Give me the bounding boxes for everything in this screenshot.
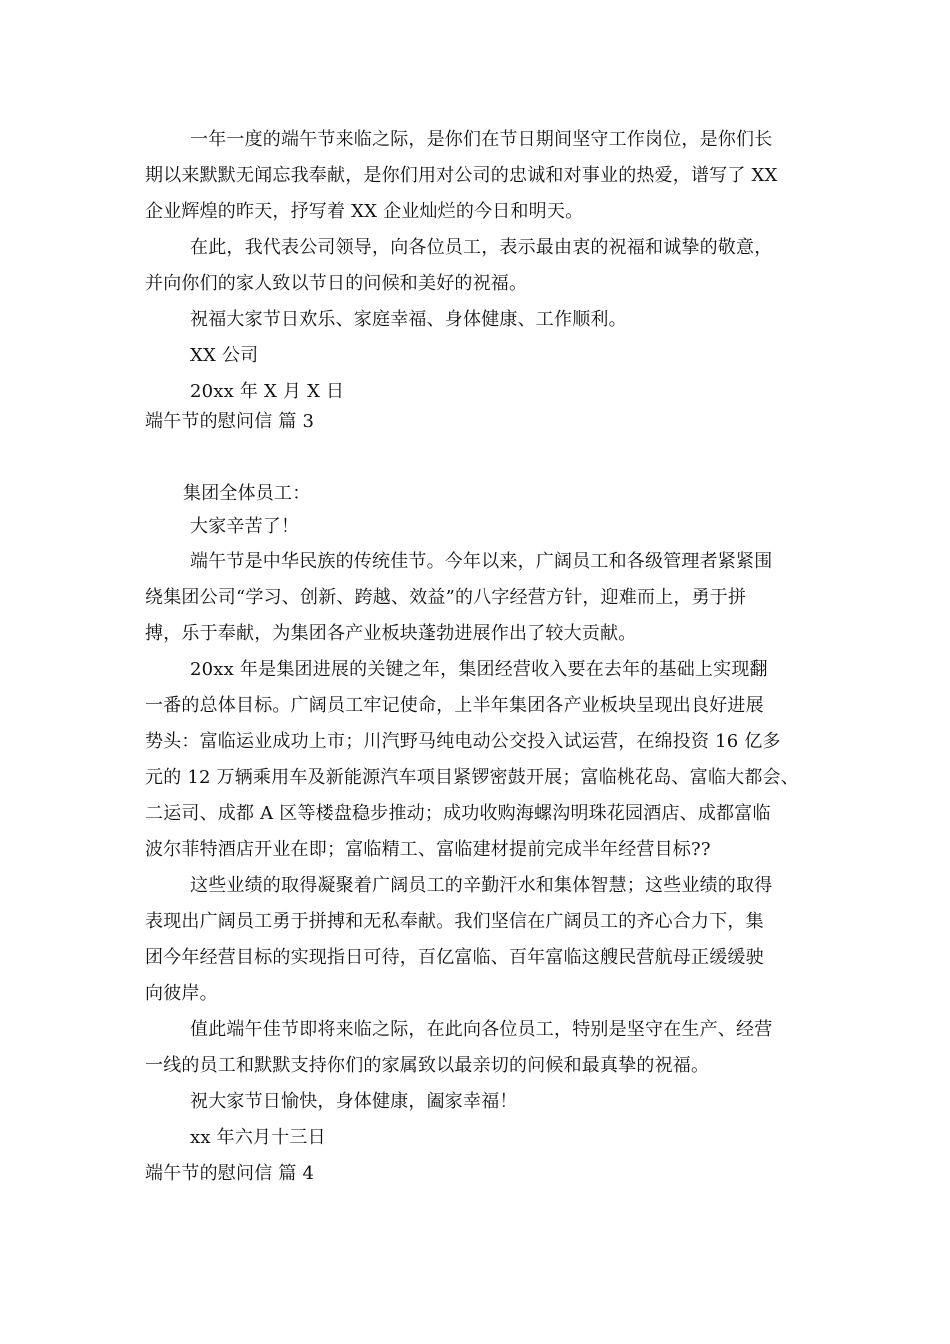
paragraph-line: 期以来默默无闻忘我奉献，是你们用对公司的忠诚和对事业的热爱，谱写了 XX xyxy=(145,165,778,186)
date-line: xx 年六月十三日 xyxy=(190,1127,326,1148)
paragraph-line: 势头：富临运业成功上市；川汽野马纯电动公交投入试运营，在绵投资 16 亿多 xyxy=(145,731,781,752)
paragraph-line: 二运司、成都 A 区等楼盘稳步推动；成功收购海螺沟明珠花园酒店、成都富临 xyxy=(145,803,771,824)
paragraph-line: 祝大家节日愉快，身体健康，阖家幸福！ xyxy=(190,1091,518,1112)
signature: XX 公司 xyxy=(190,345,259,366)
paragraph-line: 一番的总体目标。广阔员工牢记使命，上半年集团各产业板块呈现出良好进展 xyxy=(145,695,764,716)
paragraph-line: 元的 12 万辆乘用车及新能源汽车项目紧锣密鼓开展；富临桃花岛、富临大都会、 xyxy=(145,767,799,788)
paragraph-line: 20xx 年是集团进展的关键之年，集团经营收入要在去年的基础上实现翻 xyxy=(190,659,768,680)
paragraph-line: 端午节是中华民族的传统佳节。今年以来，广阔员工和各级管理者紧紧围 xyxy=(190,551,773,572)
paragraph-line: 一线的员工和默默支持你们的家属致以最亲切的问候和最真挚的祝福。 xyxy=(145,1055,710,1076)
paragraph-line: 表现出广阔员工勇于拼搏和无私奉献。我们坚信在广阔员工的齐心合力下，集 xyxy=(145,911,764,932)
paragraph-line: 绕集团公司“学习、创新、跨越、效益”的八字经营方针，迎难而上，勇于拼 xyxy=(145,587,747,608)
paragraph-line: 波尔菲特酒店开业在即；富临精工、富临建材提前完成半年经营目标?? xyxy=(145,839,711,860)
paragraph-line: 值此端午佳节即将来临之际，在此向各位员工，特别是坚守在生产、经营 xyxy=(190,1019,773,1040)
paragraph-line: 企业辉煌的昨天，抒写着 XX 企业灿烂的今日和明天。 xyxy=(145,201,584,222)
salutation: 集团全体员工： xyxy=(183,483,311,504)
paragraph-line: 并向你们的家人致以节日的问候和美好的祝福。 xyxy=(145,273,528,294)
paragraph-line: 一年一度的端午节来临之际，是你们在节日期间坚守工作岗位，是你们长 xyxy=(190,129,773,150)
paragraph-line: 搏，乐于奉献，为集团各产业板块蓬勃进展作出了较大贡献。 xyxy=(145,623,637,644)
greeting: 大家辛苦了！ xyxy=(190,516,300,537)
paragraph-line: 向彼岸。 xyxy=(145,983,218,1004)
paragraph-line: 祝福大家节日欢乐、家庭幸福、身体健康、工作顺利。 xyxy=(190,309,627,330)
paragraph-line: 团今年经营目标的实现指日可待，百亿富临、百年富临这艘民营航母正缓缓驶 xyxy=(145,947,764,968)
paragraph-line: 这些业绩的取得凝聚着广阔员工的辛勤汗水和集体智慧；这些业绩的取得 xyxy=(190,875,773,896)
section-heading: 端午节的慰问信 篇 3 xyxy=(145,411,315,432)
date-line: 20xx 年 X 月 X 日 xyxy=(190,381,345,402)
paragraph-line: 在此，我代表公司领导，向各位员工，表示最由衷的祝福和诚挚的敬意， xyxy=(190,237,773,258)
section-heading: 端午节的慰问信 篇 4 xyxy=(145,1163,315,1184)
